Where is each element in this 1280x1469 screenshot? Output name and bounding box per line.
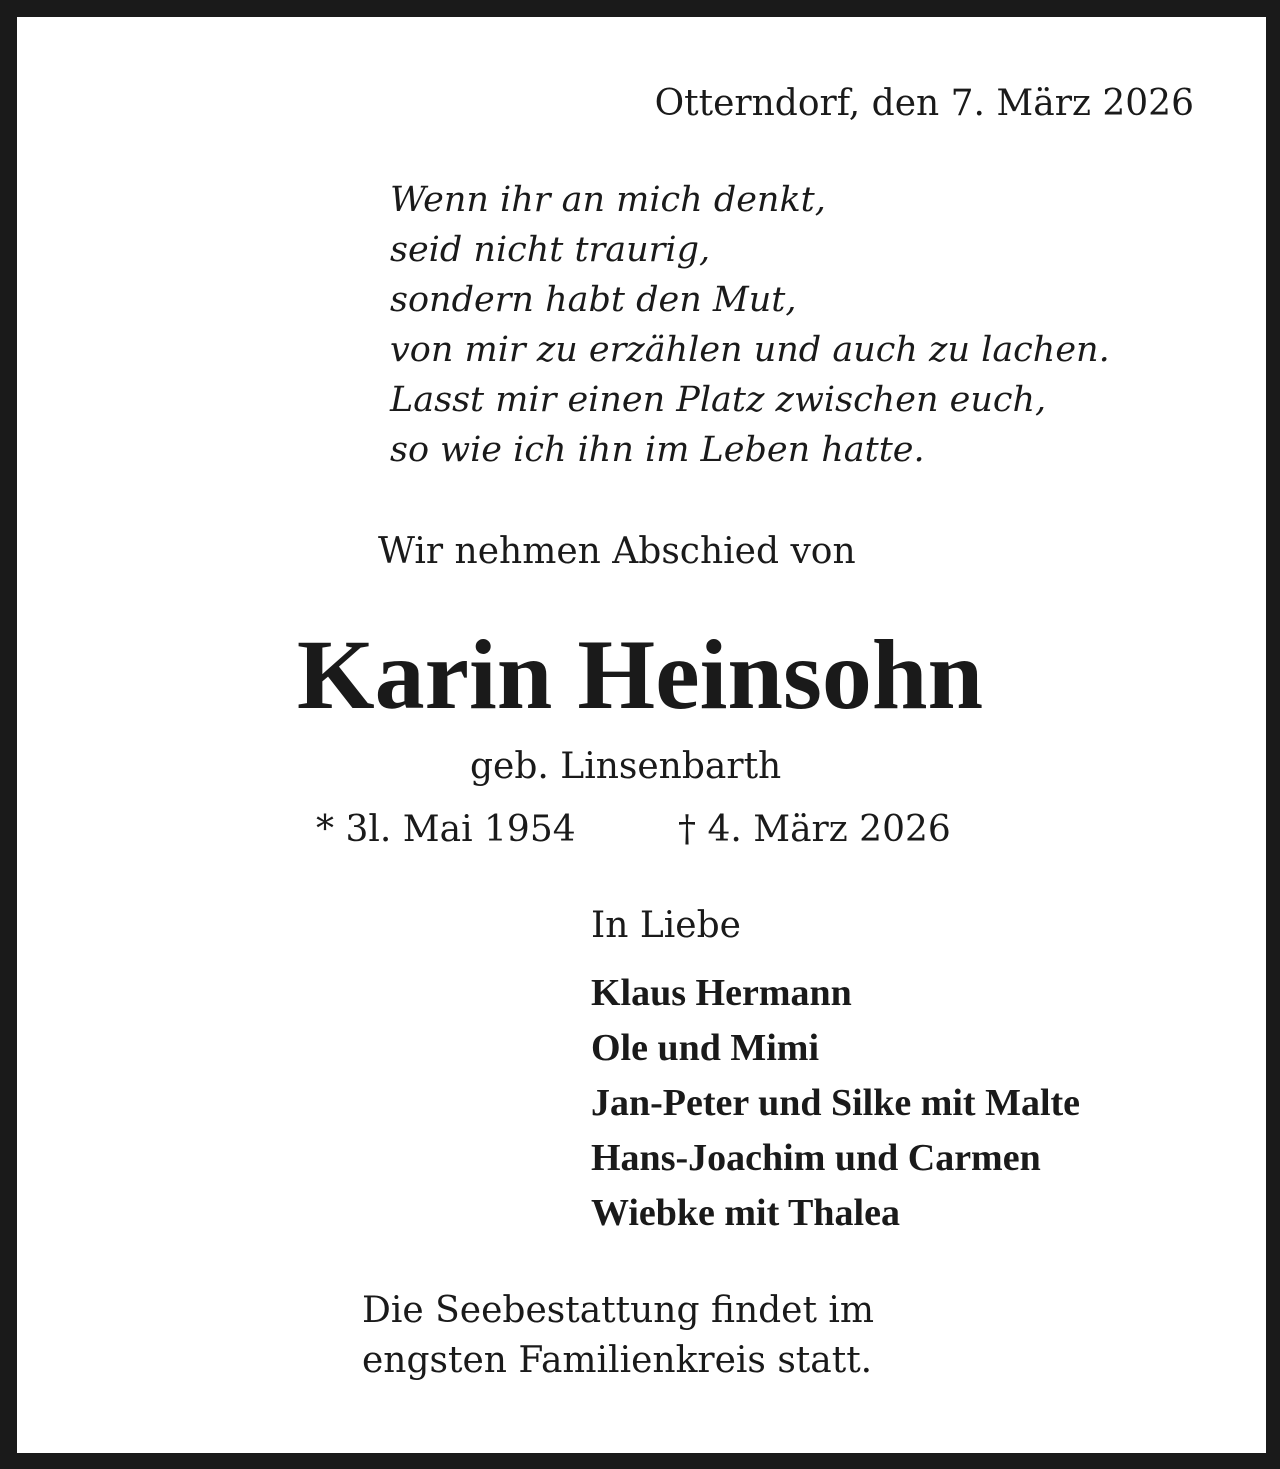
family-member: Klaus Hermann [591, 972, 852, 1014]
maiden-name: geb. Linsenbarth [470, 746, 782, 787]
farewell-intro: Wir nehmen Abschied von [378, 531, 856, 572]
family-member: Hans-Joachim und Carmen [591, 1137, 1041, 1179]
family-member: Ole und Mimi [591, 1027, 820, 1069]
family-member: Jan-Peter und Silke mit Malte [591, 1082, 1081, 1124]
family-list [591, 966, 1080, 1241]
deceased-name: Karin Heinsohn [296, 619, 984, 730]
poem-line: so wie ich ihn im Leben hatte. [390, 430, 925, 470]
burial-line: Die Seebestattung findet im [362, 1290, 875, 1331]
burial-note [362, 1286, 874, 1386]
poem-line: seid nicht traurig, [390, 230, 711, 270]
dateline: Otterndorf, den 7. März 2026 [654, 83, 1194, 124]
death-date: † 4. März 2026 [678, 809, 951, 850]
poem-line: sondern habt den Mut, [390, 280, 797, 320]
family-member: Wiebke mit Thalea [591, 1192, 900, 1234]
in-love-label: In Liebe [591, 905, 741, 946]
poem-line: Wenn ihr an mich denkt, [390, 180, 826, 220]
burial-line: engsten Familienkreis statt. [362, 1340, 873, 1381]
poem-line: Lasst mir einen Platz zwischen euch, [390, 380, 1047, 420]
poem-line: von mir zu erzählen und auch zu lachen. [390, 330, 1110, 370]
birth-date: * 3l. Mai 1954 [316, 809, 576, 850]
poem [390, 175, 1110, 475]
